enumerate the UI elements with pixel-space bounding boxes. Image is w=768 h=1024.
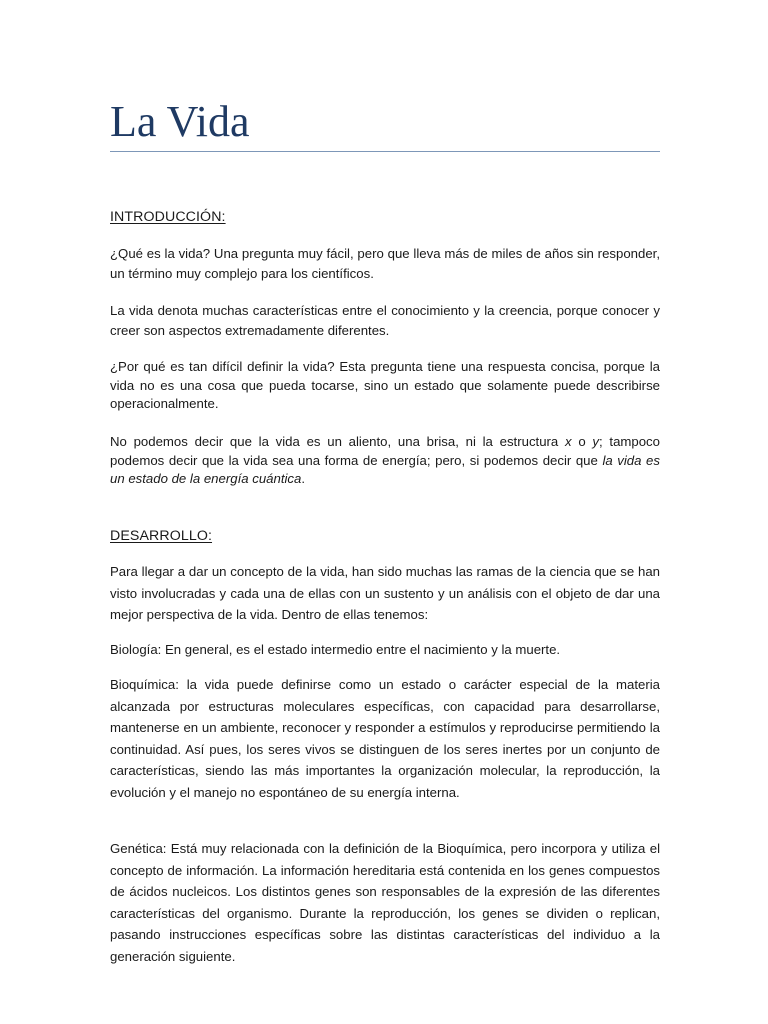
intro-p4-y: y [592, 434, 599, 449]
document-title: La Vida [110, 97, 250, 146]
intro-p4-text-4: . [301, 471, 306, 486]
intro-paragraph-1: ¿Qué es la vida? Una pregunta muy fácil, pero que lleva más de miles de años sin responder, un término muy complejo para los científicos. [110, 246, 660, 281]
desarrollo-paragraph-genetica: Genética: Está muy relacionada con la definición de la Bioquímica, pero incorpora y utiliza el concepto de información. La información hereditaria está contenida en los genes compuestos de ácidos nucleicos. Los distintos genes son responsables de la expresión de las diferentes características del organismo. Durante la reproducción, los genes se dividen o replican, pasando instrucciones específicas sobre las distintas características del individuo a la generación siguiente. [110, 841, 660, 964]
intro-p4-text-3: ; tampoco podemos decir que la vida sea una forma de energía; pero, si podemos decir que [110, 434, 660, 468]
intro-paragraph-2: La vida denota muchas características entre el conocimiento y la creencia, porque conocer y creer son aspectos extremadamente diferentes. [110, 303, 660, 338]
desarrollo-paragraph-biologia: Biología: En general, es el estado intermedio entre el nacimiento y la muerte. [110, 642, 561, 657]
intro-paragraph-3: ¿Por qué es tan difícil definir la vida? Esta pregunta tiene una respuesta concisa, porque la vida no es una cosa que pueda tocarse, sino un estado que solamente puede describirse operacionalmente. [110, 359, 660, 411]
title-underline-rule [110, 151, 660, 152]
intro-p4-italic-end: la vida es un estado de la energía cuántica [110, 452, 660, 486]
desarrollo-paragraph-bioquimica: Bioquímica: la vida puede definirse como un estado o carácter especial de la materia alcanzada por estructuras moleculares específicas, con capacidad para desarrollarse, mantenerse en un ambiente, reconocer y responder a estímulos y reproducirse permitiendo la continuidad. Así pues, los seres vivos se distinguen de los seres inertes por un conjunto de características, siendo las más importantes la organización molecular, la reproducción, la evolución y el manejo no espontáneo de su energía interna. [110, 677, 660, 800]
intro-p4-x: x [565, 434, 572, 449]
intro-paragraph-4 [110, 433, 660, 489]
desarrollo-paragraph-1: Para llegar a dar un concepto de la vida, han sido muchas las ramas de la ciencia que se han visto involucradas y cada una de ellas con un sustento y un análisis con el objeto de dar una mejor perspectiva de la vida. Dentro de ellas tenemos: [110, 564, 660, 623]
section-heading-desarrollo: DESARROLLO: [110, 528, 213, 544]
intro-p4-text-2: o [571, 434, 593, 449]
section-heading-introduccion: INTRODUCCIÓN: [110, 209, 226, 225]
intro-p4-text-1: No podemos decir que la vida es un aliento, una brisa, ni la estructura [110, 434, 565, 449]
